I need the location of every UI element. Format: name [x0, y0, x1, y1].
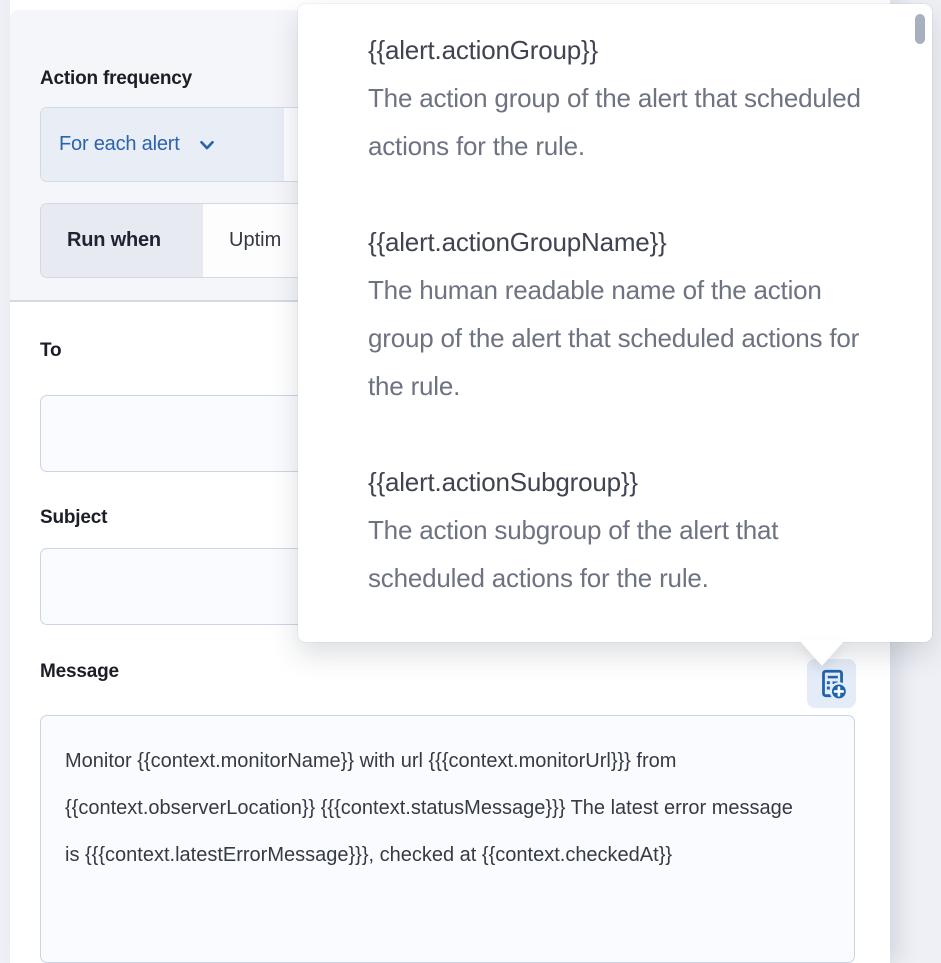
add-variable-button[interactable] — [807, 659, 856, 708]
variable-description: The human readable name of the action group of the alert that scheduled actions for the rule. — [368, 275, 860, 401]
variables-popover — [298, 4, 932, 642]
add-variable-icon — [815, 667, 849, 701]
variable-menu-item[interactable] — [368, 458, 890, 602]
subject-label: Subject — [40, 507, 108, 528]
notify-frequency-value: For each alert — [59, 133, 180, 155]
chevron-down-icon — [196, 134, 218, 156]
run-when-label: Run when — [41, 204, 203, 277]
variable-menu-item[interactable] — [368, 26, 890, 170]
to-label: To — [40, 340, 62, 361]
popover-caret — [799, 640, 845, 666]
variable-description: The action subgroup of the alert that scheduled actions for the rule. — [368, 515, 779, 593]
popover-scrollbar-thumb[interactable] — [915, 14, 925, 44]
message-textarea[interactable] — [40, 715, 855, 963]
variable-name: {{alert.actionGroup}} — [368, 35, 598, 65]
variable-name: {{alert.actionGroupName}} — [368, 227, 667, 257]
variables-list — [298, 4, 932, 642]
run-when-select[interactable]: Uptim — [203, 204, 884, 277]
variable-description: The action group of the alert that scheduled actions for the rule. — [368, 83, 861, 161]
variable-name: {{alert.actionSubgroup}} — [368, 467, 638, 497]
action-frequency-label: Action frequency — [40, 68, 192, 89]
message-label: Message — [40, 661, 119, 682]
notify-frequency-selected — [41, 108, 284, 181]
variable-menu-item[interactable] — [368, 218, 890, 410]
